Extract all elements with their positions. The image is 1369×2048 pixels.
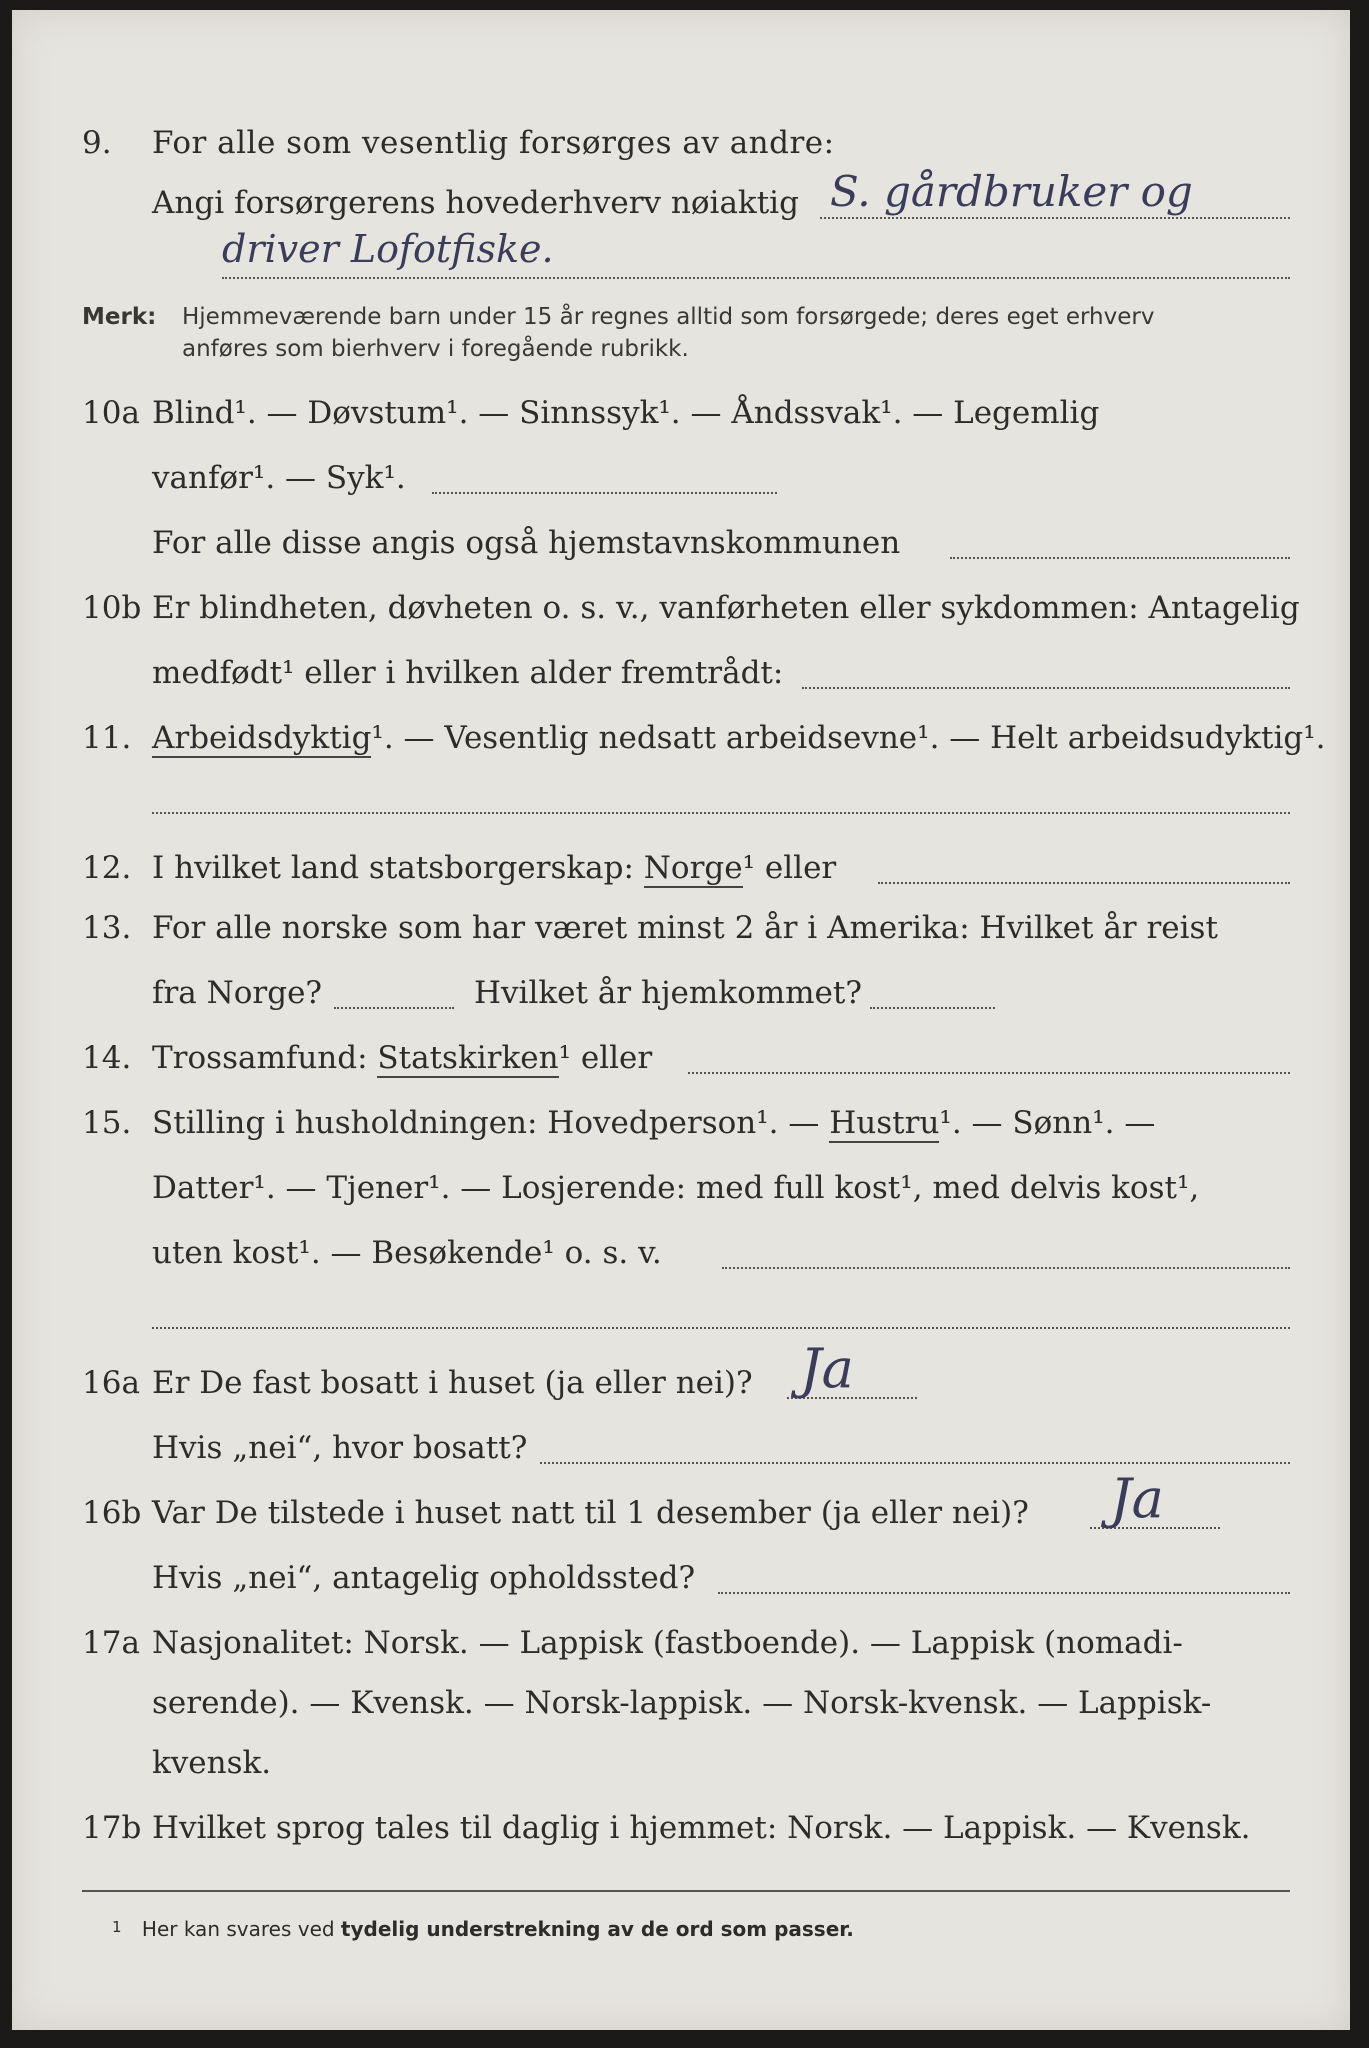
q13-hjemkommet-line — [870, 1007, 995, 1009]
q9-row-1 — [12, 115, 1350, 175]
q10a-row-3 — [12, 515, 1350, 575]
q17a-row-1 — [12, 1615, 1350, 1675]
q13-row-2 — [12, 965, 1350, 1025]
q16b-line1: Var De tilstede i huset natt til 1 desember (ja eller nei)? — [152, 1495, 1029, 1531]
q15-line1 — [152, 1105, 1155, 1141]
q10a-line1: Blind¹. — Døvstum¹. — Sinnssyk¹. — Åndssvak¹. — Legemlig — [152, 395, 1100, 431]
q14-pre: Trossamfund: — [152, 1040, 368, 1076]
q10a-row-2 — [12, 450, 1350, 510]
q10a-number: 10a — [82, 395, 140, 431]
q10b-number: 10b — [82, 590, 142, 626]
q9-handwritten-answer-1: S. gårdbruker og — [830, 167, 1193, 216]
footnote — [112, 1917, 854, 1941]
q17a-row-3 — [12, 1735, 1350, 1795]
q14-post: ¹ eller — [558, 1040, 653, 1076]
q9-line2: Angi forsørgerens hovederhverv nøiaktig — [152, 185, 799, 221]
q14-underlined-option: Statskirken — [377, 1040, 559, 1076]
census-form-page — [12, 10, 1350, 2030]
q16a-handwritten-answer: Ja — [800, 1337, 854, 1400]
q16a-line1: Er De fast bosatt i huset (ja eller nei)? — [152, 1365, 753, 1401]
q9-row-3 — [12, 227, 1350, 295]
q10b-line2: medfødt¹ eller i hvilken alder fremtrådt: — [152, 655, 784, 691]
q17b-number: 17b — [82, 1810, 142, 1846]
q12-number: 12. — [82, 850, 132, 886]
q17a-row-2 — [12, 1675, 1350, 1735]
footnote-rule — [82, 1890, 1290, 1892]
q16a-row-1 — [12, 1337, 1350, 1415]
q11-blank-row — [12, 770, 1350, 830]
q9-number: 9. — [82, 125, 112, 161]
q16b-number: 16b — [82, 1495, 142, 1531]
q12-answer-line — [878, 882, 1290, 884]
q10b-row-2 — [12, 645, 1350, 705]
q16a-bosatt-line — [540, 1462, 1290, 1464]
q9-handwritten-answer-2: driver Lofotfiske. — [222, 227, 554, 271]
q15-line1-pre: Stilling i husholdningen: Hovedperson¹. — — [152, 1105, 820, 1141]
q11-rest: ¹. — Vesentlig nedsatt arbeidsevne¹. — Helt arbeidsudyktig¹. — [371, 720, 1326, 756]
q13-line2b: Hvilket år hjemkommet? — [474, 975, 862, 1011]
q15-row-3 — [12, 1225, 1350, 1285]
q16b-row-2 — [12, 1550, 1350, 1610]
q10a-row-1 — [12, 385, 1350, 445]
footnote-text: Her kan svares ved — [141, 1917, 335, 1941]
q11-answer-line — [152, 812, 1290, 814]
q15-underlined-option: Hustru — [829, 1105, 940, 1141]
q16b-handwritten-answer: Ja — [1110, 1467, 1164, 1530]
q16a-line2: Hvis „nei“, hvor bosatt? — [152, 1430, 528, 1466]
q16a-number: 16a — [82, 1365, 140, 1401]
q17a-number: 17a — [82, 1625, 140, 1661]
q10a-line2: vanfør¹. — Syk¹. — [152, 460, 406, 496]
q12-underlined-option: Norge — [643, 850, 743, 886]
q9-row-2 — [12, 167, 1350, 235]
q10b-line1: Er blindheten, døvheten o. s. v., vanførheten eller sykdommen: Antagelig — [152, 590, 1300, 626]
footnote-bold-text: tydelig understrekning av de ord som passer. — [340, 1917, 854, 1941]
q13-line1: For alle norske som har været minst 2 år i Amerika: Hvilket år reist — [152, 910, 1218, 946]
q15-line3: uten kost¹. — Besøkende¹ o. s. v. — [152, 1235, 662, 1271]
merk-row-2 — [12, 330, 1350, 390]
q12-row — [12, 840, 1350, 900]
q10a-kommune-line — [950, 557, 1290, 559]
q9-answer-line-2 — [222, 277, 1290, 279]
q11-row — [12, 710, 1350, 770]
q15-line1-post: ¹. — Sønn¹. — — [939, 1105, 1156, 1141]
q10a-line3: For alle disse angis også hjemstavnskommunen — [152, 525, 901, 561]
q10b-row-1 — [12, 580, 1350, 640]
q17a-line3: kvensk. — [152, 1745, 272, 1781]
q13-line2a: fra Norge? — [152, 975, 323, 1011]
q13-number: 13. — [82, 910, 132, 946]
q17a-line2: serende). — Kvensk. — Norsk-lappisk. — Norsk-kvensk. — Lappisk- — [152, 1685, 1212, 1721]
q14-row — [12, 1030, 1350, 1090]
q17b-row — [12, 1800, 1350, 1860]
q10b-alder-line — [802, 687, 1290, 689]
q15-line2: Datter¹. — Tjener¹. — Losjerende: med full kost¹, med delvis kost¹, — [152, 1170, 1200, 1206]
q14-text — [152, 1040, 652, 1076]
q17a-line1: Nasjonalitet: Norsk. — Lappisk (fastboende). — Lappisk (nomadi- — [152, 1625, 1183, 1661]
q16b-opholdssted-line — [718, 1592, 1290, 1594]
footnote-mark: 1 — [112, 1918, 122, 1936]
q13-row-1 — [12, 900, 1350, 960]
q15-answer-line-2 — [152, 1327, 1290, 1329]
q15-answer-line — [722, 1267, 1290, 1269]
q15-number: 15. — [82, 1105, 132, 1141]
q15-row-1 — [12, 1095, 1350, 1155]
q15-row-2 — [12, 1160, 1350, 1220]
q12-text — [152, 850, 836, 886]
merk-label: Merk: — [82, 304, 157, 330]
q14-number: 14. — [82, 1040, 132, 1076]
q17b-line1: Hvilket sprog tales til daglig i hjemmet: Norsk. — Lappisk. — Kvensk. — [152, 1810, 1251, 1846]
q12-pre: I hvilket land statsborgerskap: — [152, 850, 634, 886]
q9-line1: For alle som vesentlig forsørges av andre: — [152, 125, 835, 161]
q16b-row-1 — [12, 1467, 1350, 1545]
q11-underlined-option: Arbeidsdyktig — [152, 720, 372, 756]
merk-line1: Hjemmeværende barn under 15 år regnes alltid som forsørgede; deres eget erhverv — [182, 304, 1155, 330]
q12-post: ¹ eller — [742, 850, 837, 886]
merk-line2: anføres som bierhverv i foregående rubrikk. — [182, 336, 689, 362]
q11-number: 11. — [82, 720, 132, 756]
q9-answer-line — [820, 217, 1290, 219]
q15-blank-row — [12, 1285, 1350, 1345]
q10a-syk-line — [432, 492, 777, 494]
q14-answer-line — [688, 1072, 1290, 1074]
q13-reist-line — [334, 1007, 454, 1009]
q11-text — [152, 720, 1326, 756]
q16b-line2: Hvis „nei“, antagelig opholdssted? — [152, 1560, 696, 1596]
